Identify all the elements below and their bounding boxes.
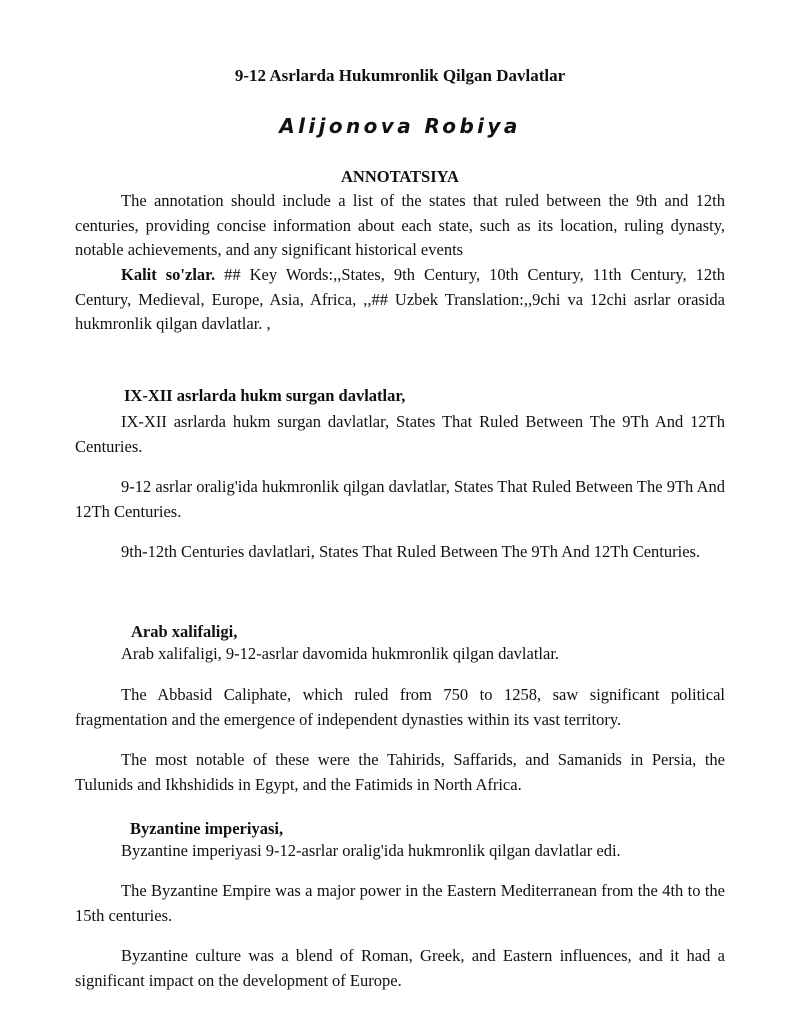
annotation-heading: ANNOTATSIYA [341,167,459,186]
keywords-text: ## Key Words:,,States, 9th Century, 10th Century, 11th Century, 12th Century, Medieval, Europe, Asia, Africa, ,,## Uzbek Translation:,,9chi va 12chi asrlar orasida hukmronlik qilgan davlatlar. , [75,265,725,334]
section-paragraph: 9-12 asrlar oralig'ida hukmronlik qilgan davlatlar, States That Ruled Between The 9Th And 12Th Centuries. [75,477,725,521]
section-paragraph: The Byzantine Empire was a major power in the Eastern Mediterranean from the 4th to the 15th centuries. [75,881,725,925]
section-paragraph: Byzantine culture was a blend of Roman, Greek, and Eastern influences, and it had a significant impact on the development of Europe. [75,946,725,990]
section-lead: Arab xalifaligi, 9-12-asrlar davomida hukmronlik qilgan davlatlar. [121,644,560,663]
section-paragraph: 9th-12th Centuries davlatlari, States That Ruled Between The 9Th And 12Th Centuries. [121,542,701,561]
section-heading: IX-XII asrlarda hukm surgan davlatlar, [124,386,406,405]
keywords-paragraph [75,263,725,337]
section-paragraph: The most notable of these were the Tahirids, Saffarids, and Samanids in Persia, the Tulunids and Ikhshidids in Egypt, and the Fatimids in North Africa. [75,750,725,794]
document-title: 9-12 Asrlarda Hukumronlik Qilgan Davlatlar [234,66,566,85]
annotation-paragraph: The annotation should include a list of the states that ruled between the 9th and 12th centuries, providing concise information about each state, such as its location, ruling dynasty, notable achievements, and any significant historical events [75,191,725,260]
section-heading: Arab xalifaligi, [131,622,238,641]
section-heading: Byzantine imperiyasi, [130,819,284,838]
author-name: Alijonova Robiya [279,114,521,138]
section-lead: Byzantine imperiyasi 9-12-asrlar oralig'ida hukmronlik qilgan davlatlar edi. [121,841,621,860]
section-paragraph: IX-XII asrlarda hukm surgan davlatlar, States That Ruled Between The 9Th And 12Th Centuries. [75,412,725,456]
section-paragraph: The Abbasid Caliphate, which ruled from 750 to 1258, saw significant political fragmentation and the emergence of independent dynasties within its vast territory. [75,685,725,729]
keywords-label: Kalit so'zlar. [121,265,216,284]
